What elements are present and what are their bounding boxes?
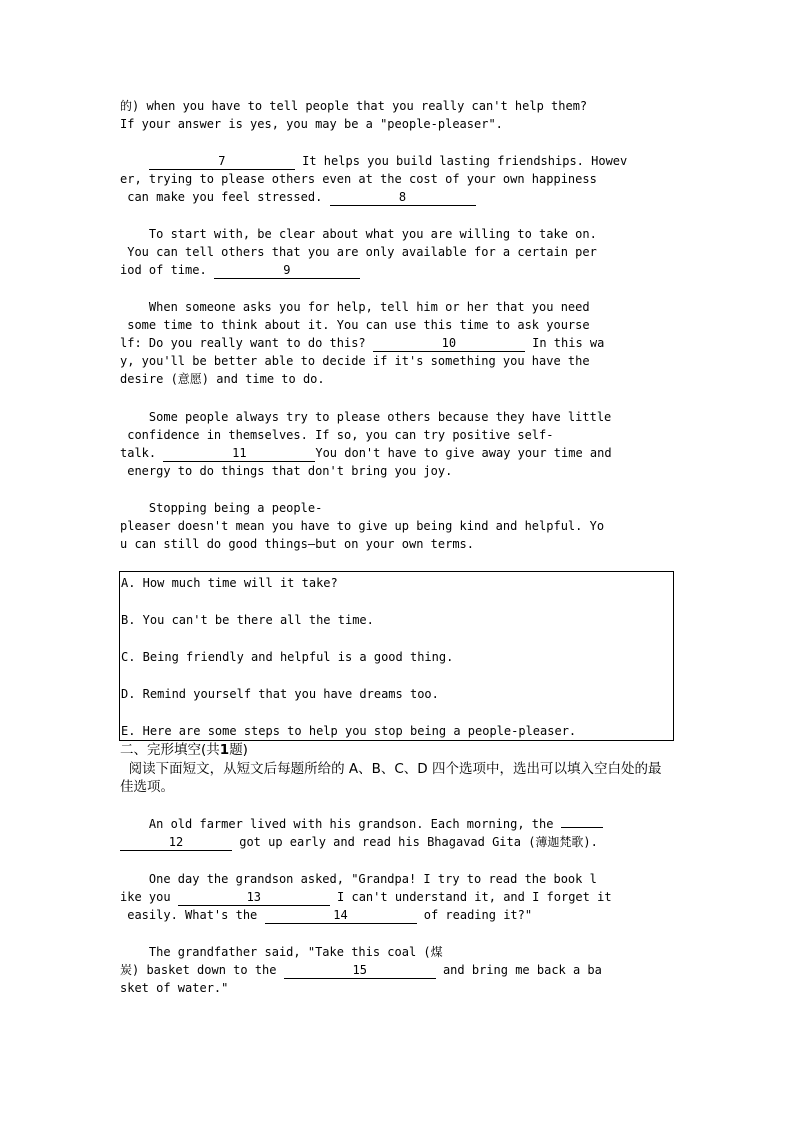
text-line: pleaser doesn't mean you have to give up being kind and helpful. Yo	[120, 519, 605, 533]
text-segment: ike you	[120, 890, 178, 904]
text-segment: 炭) basket down to the	[120, 963, 284, 977]
blank-8[interactable]: 8	[330, 190, 476, 206]
blank-10[interactable]: 10	[373, 336, 525, 352]
section-heading	[120, 741, 248, 759]
text-line: u can still do good things—but on your own terms.	[120, 537, 475, 551]
option-b[interactable]: B. You can't be there all the time.	[121, 613, 374, 627]
text-line: Stopping being a people-	[120, 501, 323, 515]
text-line: The grandfather said, "Take this coal (煤	[120, 945, 443, 959]
text-line: sket of water."	[120, 981, 229, 995]
text-segment: An old farmer lived with his grandson. Each morning, the	[120, 817, 561, 831]
text-line	[120, 906, 676, 924]
text-line	[120, 188, 676, 206]
option-a[interactable]: A. How much time will it take?	[121, 576, 338, 590]
text-segment: and bring me back a ba	[435, 963, 602, 977]
blank-12[interactable]: 12	[120, 835, 232, 851]
text-segment: In this wa	[524, 336, 605, 350]
text-segment: iod of time.	[120, 263, 214, 277]
text-line	[120, 815, 676, 833]
text-segment: of reading it?"	[416, 908, 533, 922]
blank-11[interactable]: 11	[163, 446, 315, 462]
text-segment: It helps you build lasting friendships. Howev	[294, 154, 628, 168]
text-segment: easily. What's the	[120, 908, 265, 922]
text-line: One day the grandson asked, "Grandpa! I try to read the book l	[120, 872, 597, 886]
text-line: Some people always try to please others because they have little	[120, 410, 612, 424]
instruction-line: 佳选项。	[120, 779, 174, 795]
blank-14[interactable]: 14	[265, 908, 417, 924]
option-e[interactable]: E. Here are some steps to help you stop being a people-pleaser.	[121, 724, 577, 738]
text-line: If your answer is yes, you may be a "people-pleaser".	[120, 117, 503, 131]
text-line	[120, 888, 676, 906]
text-segment: got up early and read his Bhagavad Gita (薄迦梵歌).	[232, 835, 598, 849]
option-d[interactable]: D. Remind yourself that you have dreams too.	[121, 687, 439, 701]
text-line: some time to think about it. You can use this time to ask yourse	[120, 318, 590, 332]
question-count: 1	[219, 742, 230, 758]
text-line	[120, 334, 676, 352]
heading-text: 二、完形填空(共	[120, 742, 220, 758]
text-line: er, trying to please others even at the cost of your own happiness	[120, 172, 597, 186]
instruction-line: 阅读下面短文，从短文后每题所给的 A、B、C、D 四个选项中，选出可以填入空白处的最	[120, 761, 662, 777]
text-segment: talk.	[120, 446, 164, 460]
text-line: desire (意愿) and time to do.	[120, 372, 325, 386]
text-line	[120, 961, 676, 979]
text-line	[120, 261, 676, 279]
text-line: When someone asks you for help, tell him or her that you need	[120, 300, 590, 314]
text-line: energy to do things that don't bring you joy.	[120, 464, 453, 478]
text-line	[120, 444, 676, 462]
text-line: 的) when you have to tell people that you really can't help them?	[120, 99, 588, 113]
text-line: You can tell others that you are only available for a certain per	[120, 245, 597, 259]
text-line	[120, 152, 676, 170]
blank-7[interactable]: 7	[149, 154, 295, 170]
text-segment: can make you feel stressed.	[120, 190, 330, 204]
text-line: To start with, be clear about what you are willing to take on.	[120, 227, 597, 241]
text-line: confidence in themselves. If so, you can try positive self-	[120, 428, 554, 442]
text-segment: I can't understand it, and I forget it	[329, 890, 612, 904]
blank-9[interactable]: 9	[214, 263, 360, 279]
text-line: y, you'll be better able to decide if it's something you have the	[120, 354, 590, 368]
text-segment: You don't have to give away your time and	[315, 446, 612, 460]
option-c[interactable]: C. Being friendly and helpful is a good thing.	[121, 650, 454, 664]
heading-text: 题)	[229, 742, 248, 758]
blank-12-start[interactable]	[561, 827, 603, 828]
blank-15[interactable]: 15	[284, 963, 436, 979]
text-line	[120, 833, 676, 851]
blank-13[interactable]: 13	[178, 890, 330, 906]
text-segment: lf: Do you really want to do this?	[120, 336, 373, 350]
